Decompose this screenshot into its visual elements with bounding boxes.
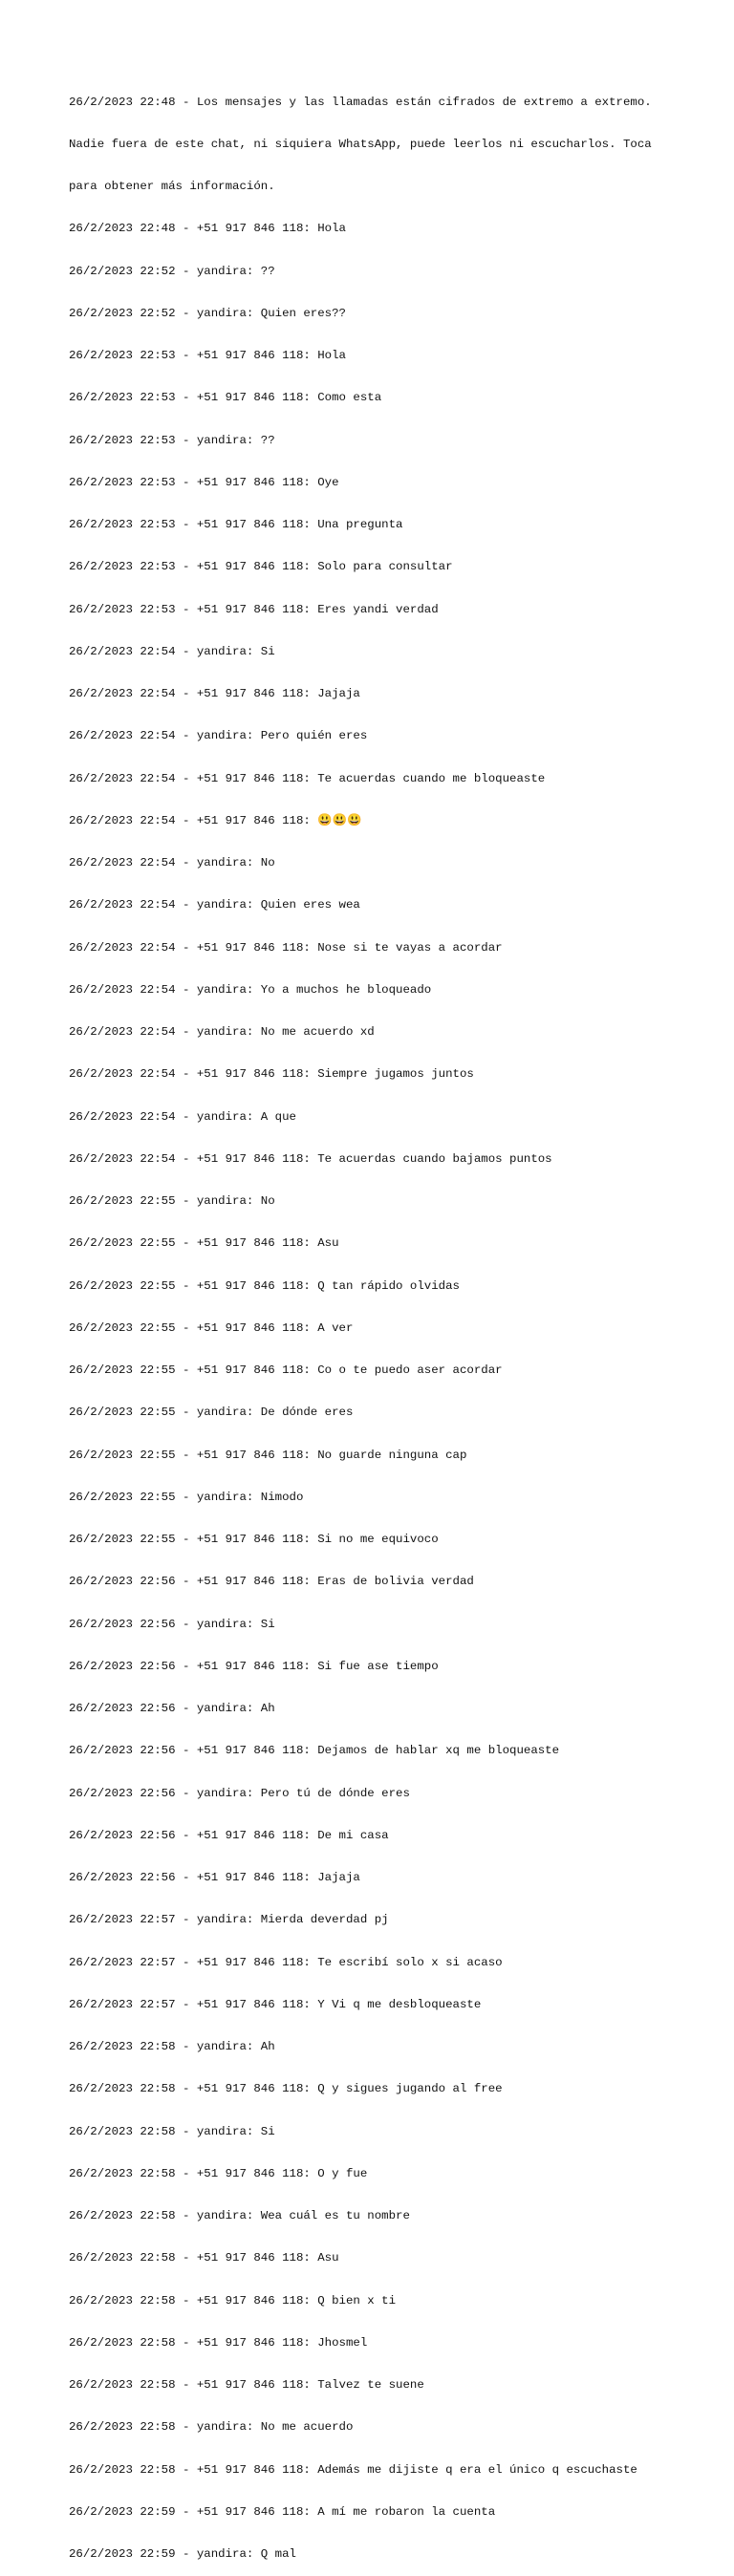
- document-line: 26/2/2023 22:58 - yandira: Wea cuál es tu nombre: [69, 2209, 410, 2222]
- document-line: 26/2/2023 22:58 - +51 917 846 118: Talvez te suene: [69, 2378, 424, 2392]
- document-line: 26/2/2023 22:55 - yandira: No: [69, 1194, 275, 1208]
- document-line: 26/2/2023 22:56 - +51 917 846 118: Dejamos de hablar xq me bloqueaste: [69, 1744, 560, 1758]
- document-line: 26/2/2023 22:56 - +51 917 846 118: Si fue ase tiempo: [69, 1659, 439, 1673]
- document-line: 26/2/2023 22:57 - +51 917 846 118: Y Vi q me desbloqueaste: [69, 1997, 482, 2011]
- document-line: 26/2/2023 22:55 - +51 917 846 118: Si no me equivoco: [69, 1533, 439, 1546]
- document-line: 26/2/2023 22:53 - +51 917 846 118: Hola: [69, 349, 346, 362]
- document-line: 26/2/2023 22:53 - +51 917 846 118: Como esta: [69, 391, 382, 405]
- document-line: 26/2/2023 22:55 - +51 917 846 118: A ver: [69, 1320, 354, 1335]
- document-line: 26/2/2023 22:57 - +51 917 846 118: Te escribí solo x si acaso: [69, 1955, 503, 1969]
- document-line: 26/2/2023 22:48 - +51 917 846 118: Hola: [69, 222, 346, 236]
- document-line: 26/2/2023 22:55 - +51 917 846 118: Q tan rápido olvidas: [69, 1278, 460, 1293]
- document-line: 26/2/2023 22:58 - +51 917 846 118: O y fue: [69, 2166, 368, 2180]
- document-line: 26/2/2023 22:54 - yandira: No: [69, 856, 275, 869]
- document-line: 26/2/2023 22:54 - +51 917 846 118: Siempre jugamos juntos: [69, 1067, 474, 1082]
- document-line: 26/2/2023 22:53 - yandira: ??: [69, 433, 275, 447]
- document-line: 26/2/2023 22:56 - yandira: Si: [69, 1617, 275, 1631]
- document-line: 26/2/2023 22:58 - +51 917 846 118: Q bien x ti: [69, 2293, 397, 2308]
- document-line: 26/2/2023 22:55 - yandira: De dónde eres: [69, 1406, 354, 1420]
- document-line: 26/2/2023 22:54 - yandira: A que: [69, 1109, 296, 1124]
- document-line: 26/2/2023 22:59 - +51 917 846 118: A mí me robaron la cuenta: [69, 2504, 496, 2519]
- document-line: 26/2/2023 22:54 - yandira: Yo a muchos he bloqueado: [69, 982, 432, 997]
- document-line: 26/2/2023 22:53 - +51 917 846 118: Solo para consultar: [69, 560, 453, 574]
- chat-export-document: [69, 67, 680, 2576]
- document-line: 26/2/2023 22:58 - yandira: No me acuerdo: [69, 2420, 354, 2435]
- document-line: 26/2/2023 22:55 - +51 917 846 118: No guarde ninguna cap: [69, 1448, 467, 1462]
- document-line: 26/2/2023 22:55 - +51 917 846 118: Asu: [69, 1236, 339, 1251]
- document-line: 26/2/2023 22:53 - +51 917 846 118: Una pregunta: [69, 518, 403, 531]
- document-line: 26/2/2023 22:59 - yandira: Q mal: [69, 2547, 296, 2561]
- document-line: 26/2/2023 22:57 - yandira: Mierda deverdad pj: [69, 1913, 389, 1927]
- document-line: 26/2/2023 22:54 - +51 917 846 118: 😃😃😃: [69, 813, 362, 827]
- document-line: 26/2/2023 22:54 - +51 917 846 118: Nose si te vayas a acordar: [69, 940, 503, 955]
- document-line: 26/2/2023 22:54 - yandira: No me acuerdo xd: [69, 1025, 375, 1039]
- document-line: 26/2/2023 22:58 - +51 917 846 118: Q y sigues jugando al free: [69, 2082, 503, 2096]
- document-line: 26/2/2023 22:56 - +51 917 846 118: Jajaja: [69, 1871, 360, 1884]
- document-line: 26/2/2023 22:55 - yandira: Nimodo: [69, 1490, 304, 1504]
- document-line: 26/2/2023 22:56 - +51 917 846 118: De mi casa: [69, 1828, 389, 1842]
- document-line: 26/2/2023 22:54 - yandira: Pero quién eres: [69, 729, 368, 743]
- document-line: 26/2/2023 22:54 - +51 917 846 118: Te acuerdas cuando me bloqueaste: [69, 771, 546, 785]
- document-line: 26/2/2023 22:48 - Los mensajes y las llamadas están cifrados de extremo a extremo.: [69, 95, 652, 109]
- document-line: 26/2/2023 22:58 - +51 917 846 118: Asu: [69, 2251, 339, 2265]
- document-line: 26/2/2023 22:56 - yandira: Pero tú de dónde eres: [69, 1786, 410, 1800]
- document-line: 26/2/2023 22:58 - +51 917 846 118: Además me dijiste q era el único q escuchaste: [69, 2462, 637, 2477]
- document-line: 26/2/2023 22:54 - yandira: Si: [69, 644, 275, 658]
- document-line: 26/2/2023 22:54 - yandira: Quien eres wea: [69, 898, 360, 912]
- document-line: 26/2/2023 22:58 - yandira: Si: [69, 2124, 275, 2138]
- document-line: 26/2/2023 22:58 - yandira: Ah: [69, 2040, 275, 2053]
- document-line: 26/2/2023 22:54 - +51 917 846 118: Jajaja: [69, 687, 360, 700]
- document-line: 26/2/2023 22:53 - +51 917 846 118: Oye: [69, 475, 339, 489]
- document-line: 26/2/2023 22:54 - +51 917 846 118: Te acuerdas cuando bajamos puntos: [69, 1151, 552, 1166]
- document-line: Nadie fuera de este chat, ni siquiera WhatsApp, puede leerlos ni escucharlos. Toca: [69, 137, 652, 151]
- document-line: 26/2/2023 22:56 - yandira: Ah: [69, 1702, 275, 1715]
- document-line: 26/2/2023 22:58 - +51 917 846 118: Jhosmel: [69, 2335, 368, 2350]
- document-line: 26/2/2023 22:56 - +51 917 846 118: Eras de bolivia verdad: [69, 1575, 474, 1589]
- document-line: 26/2/2023 22:52 - yandira: ??: [69, 264, 275, 278]
- document-line: 26/2/2023 22:53 - +51 917 846 118: Eres yandi verdad: [69, 602, 439, 616]
- document-line: para obtener más información.: [69, 180, 275, 193]
- document-line: 26/2/2023 22:55 - +51 917 846 118: Co o te puedo aser acordar: [69, 1363, 503, 1377]
- document-line: 26/2/2023 22:52 - yandira: Quien eres??: [69, 306, 346, 320]
